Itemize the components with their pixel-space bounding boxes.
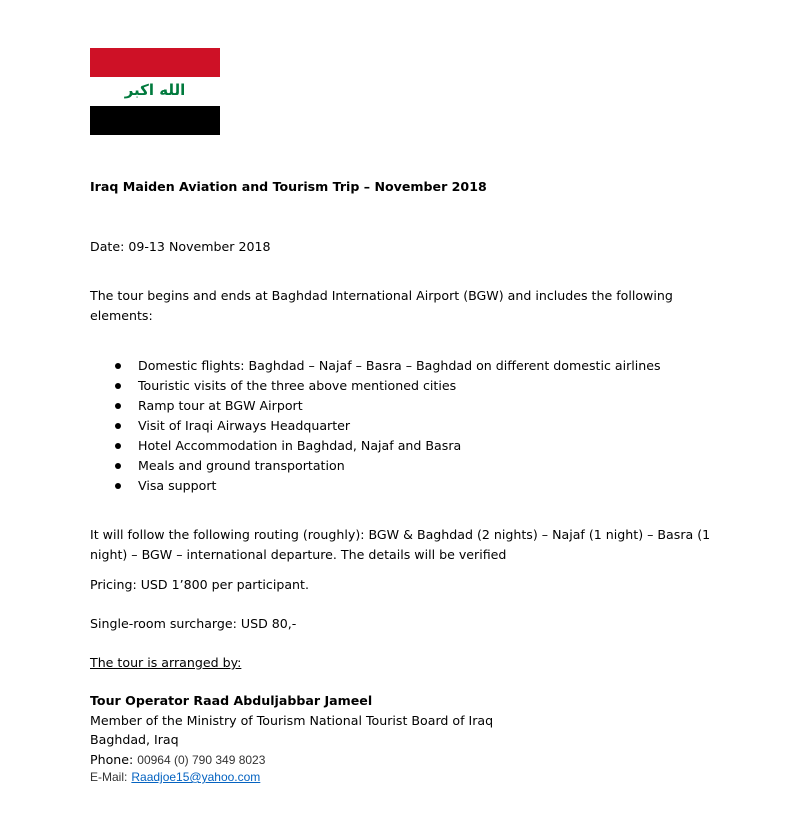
phone-label: Phone: xyxy=(90,752,134,767)
trip-date: Date: 09-13 November 2018 xyxy=(90,239,271,254)
list-item: Ramp tour at BGW Airport xyxy=(90,396,661,416)
email-label: E-Mail: xyxy=(90,770,128,784)
bullet-icon xyxy=(115,463,121,469)
intro-line-2: elements: xyxy=(90,308,153,323)
routing-line-1: It will follow the following routing (roughly): BGW & Baghdad (2 nights) – Najaf (1 night) – Basra (1 xyxy=(90,527,711,542)
list-item: Domestic flights: Baghdad – Najaf – Basra – Baghdad on different domestic airlines xyxy=(90,356,661,376)
flag-emblem-text: الله اكبر xyxy=(124,81,186,99)
flag-red-stripe xyxy=(90,48,220,77)
list-item: Touristic visits of the three above mentioned cities xyxy=(90,376,661,396)
operator-membership: Member of the Ministry of Tourism National Tourist Board of Iraq xyxy=(90,713,494,728)
operator-email-line xyxy=(90,767,260,787)
email-link[interactable]: Raadjoe15@yahoo.com xyxy=(131,770,261,784)
bullet-icon xyxy=(115,443,121,449)
routing-line-2: night) – BGW – international departure. The details will be verified xyxy=(90,547,507,562)
bullet-icon xyxy=(115,403,121,409)
surcharge-text: Single-room surcharge: USD 80,- xyxy=(90,616,297,631)
list-item: Visit of Iraqi Airways Headquarter xyxy=(90,416,661,436)
list-item: Meals and ground transportation xyxy=(90,456,661,476)
list-item: Hotel Accommodation in Baghdad, Najaf and Basra xyxy=(90,436,661,456)
intro-line-1: The tour begins and ends at Baghdad International Airport (BGW) and includes the following xyxy=(90,288,673,303)
flag-black-stripe xyxy=(90,106,220,135)
bullet-icon xyxy=(115,423,121,429)
bullet-icon xyxy=(115,383,121,389)
iraq-flag-image xyxy=(90,48,220,135)
document-title: Iraq Maiden Aviation and Tourism Trip – November 2018 xyxy=(90,179,487,194)
flag-white-stripe xyxy=(90,77,220,106)
bullet-icon xyxy=(115,363,121,369)
operator-name: Tour Operator Raad Abduljabbar Jameel xyxy=(90,693,373,708)
pricing-text: Pricing: USD 1’800 per participant. xyxy=(90,577,309,592)
arranged-by-heading: The tour is arranged by: xyxy=(90,655,242,670)
list-item: Visa support xyxy=(90,476,661,496)
bullet-icon xyxy=(115,483,121,489)
operator-location: Baghdad, Iraq xyxy=(90,732,179,747)
phone-number: 00964 (0) 790 349 8023 xyxy=(137,753,266,767)
included-elements-list xyxy=(90,356,661,496)
